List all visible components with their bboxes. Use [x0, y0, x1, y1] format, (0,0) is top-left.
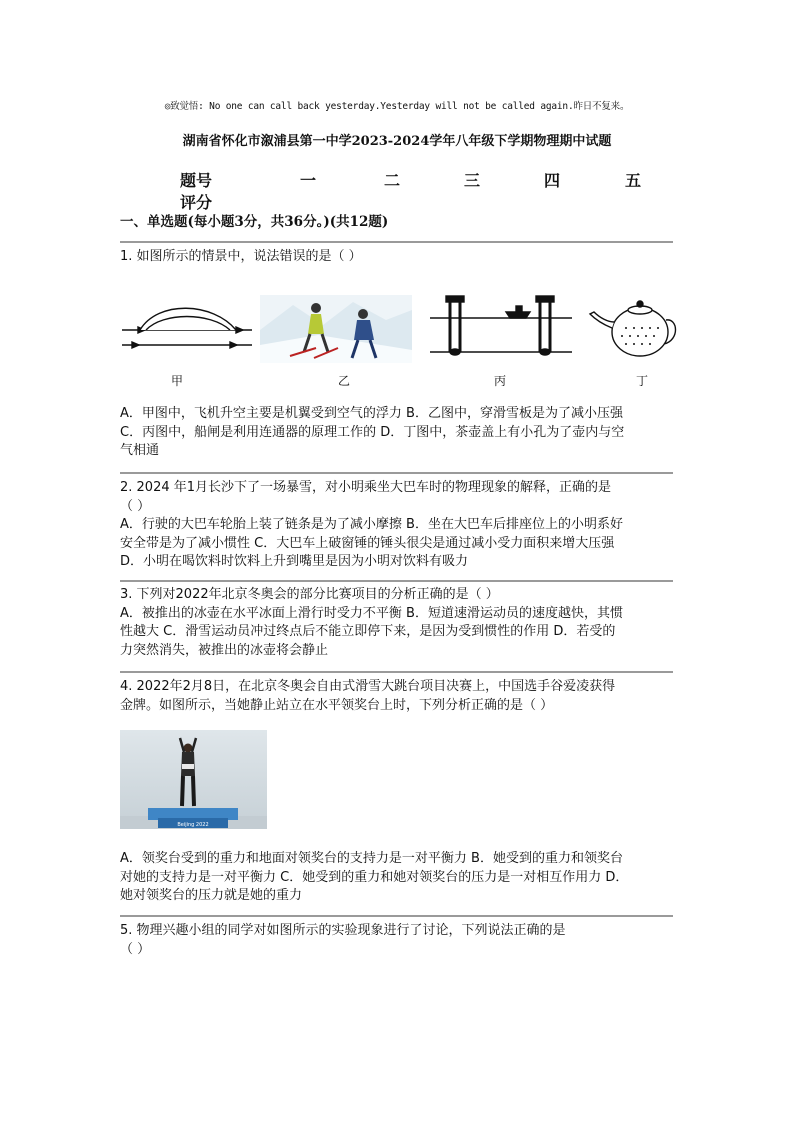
section-heading: 一、单选题(每小题3分，共36分。)(共12题)	[120, 214, 389, 230]
skiers-figure	[260, 295, 412, 363]
question-4-line: 对她的支持力是一对平衡力 C．她受到的重力和她对领奖台的压力是一对相互作用力 D．	[120, 869, 629, 885]
question-2	[120, 479, 676, 572]
question-1-line: C．丙图中，船闸是利用连通器的原理工作的 D．丁图中，茶壶盖上有小孔为了壶内与空	[120, 424, 625, 440]
question-5-line: （ ）	[120, 941, 151, 957]
divider	[120, 472, 673, 474]
question-4-options	[120, 850, 676, 906]
score-table-col-3: 三	[464, 171, 481, 190]
question-1-figures	[118, 290, 678, 370]
question-1-options	[120, 405, 676, 461]
airfoil-figure	[122, 308, 252, 348]
score-table-col-2: 二	[384, 171, 401, 190]
question-3-line: 3. 下列对2022年北京冬奥会的部分比赛项目的分析正确的是（ ）	[120, 587, 499, 602]
question-4-stem	[120, 678, 676, 715]
podium-photo	[120, 730, 267, 829]
question-3-line: 性越大 C．滑雪运动员冲过终点后不能立即停下来，是因为受到惯性的作用 D．若受的	[120, 624, 616, 639]
question-2-line: 安全带是为了减小惯性 C．大巴车上破窗锤的锤头很尖是通过减小受力面积来增大压强	[120, 535, 615, 551]
score-table-col-5: 五	[625, 171, 642, 190]
divider	[120, 671, 673, 673]
question-5	[120, 922, 676, 959]
exam-title: 湖南省怀化市溆浦县第一中学2023-2024学年八年级下学期物理期中试题	[182, 134, 612, 149]
score-table-label-pingfen: 评分	[180, 193, 213, 212]
caption-ding: 丁	[636, 374, 649, 388]
question-1-line: A．甲图中，飞机升空主要是机翼受到空气的浮力 B．乙图中，穿滑雪板是为了减小压强	[120, 406, 623, 421]
question-4-line: A．领奖台受到的重力和地面对领奖台的支持力是一对平衡力 B．她受到的重力和领奖台	[120, 851, 623, 866]
question-1-stem: 1. 如图所示的情景中，说法错误的是（ ）	[120, 249, 362, 264]
podium-text: Beijing 2022	[177, 822, 209, 828]
question-2-line: D．小明在喝饮料时饮料上升到嘴里是因为小明对饮料有吸力	[120, 554, 469, 569]
question-1-line: 气相通	[120, 443, 160, 458]
question-3	[120, 586, 676, 660]
caption-jia: 甲	[171, 374, 184, 388]
question-4-line: 4. 2022年2月8日，在北京冬奥会自由式滑雪大跳台项目决赛上，中国选手谷爱凌获得	[120, 679, 616, 694]
divider	[120, 580, 673, 582]
score-table-col-1: 一	[300, 171, 317, 190]
score-table-col-4: 四	[544, 171, 561, 190]
question-2-line: A．行驶的大巴车轮胎上装了链条是为了减小摩擦 B．坐在大巴车后排座位上的小明系好	[120, 517, 623, 532]
caption-yi: 乙	[338, 374, 351, 388]
caption-bing: 丙	[494, 374, 507, 388]
ship-lock-figure	[430, 296, 572, 355]
teapot-figure	[590, 301, 676, 356]
divider	[120, 241, 673, 243]
question-3-line: A．被推出的冰壶在水平冰面上滑行时受力不平衡 B．短道速滑运动员的速度越快，其惯	[120, 605, 623, 621]
question-3-line: 力突然消失，被推出的冰壶将会静止	[120, 642, 329, 658]
divider	[120, 915, 673, 917]
question-2-line: （ ）	[120, 498, 151, 514]
question-5-line: 5. 物理兴趣小组的同学对如图所示的实验现象进行了讨论，下列说法正确的是	[120, 923, 566, 938]
question-2-line: 2. 2024 年1月长沙下了一场暴雪，对小明乘坐大巴车时的物理现象的解释，正确的是	[120, 480, 612, 495]
motto-line: ◎致觉悟: No one can call back yesterday.Yesterday will not be called again.昨日不复来。	[164, 101, 630, 112]
question-4-line: 她对领奖台的压力就是她的重力	[120, 888, 303, 903]
question-4-line: 金牌。如图所示，当她静止站立在水平领奖台上时，下列分析正确的是（ ）	[120, 697, 554, 713]
score-table-label-tihao: 题号	[180, 171, 213, 190]
